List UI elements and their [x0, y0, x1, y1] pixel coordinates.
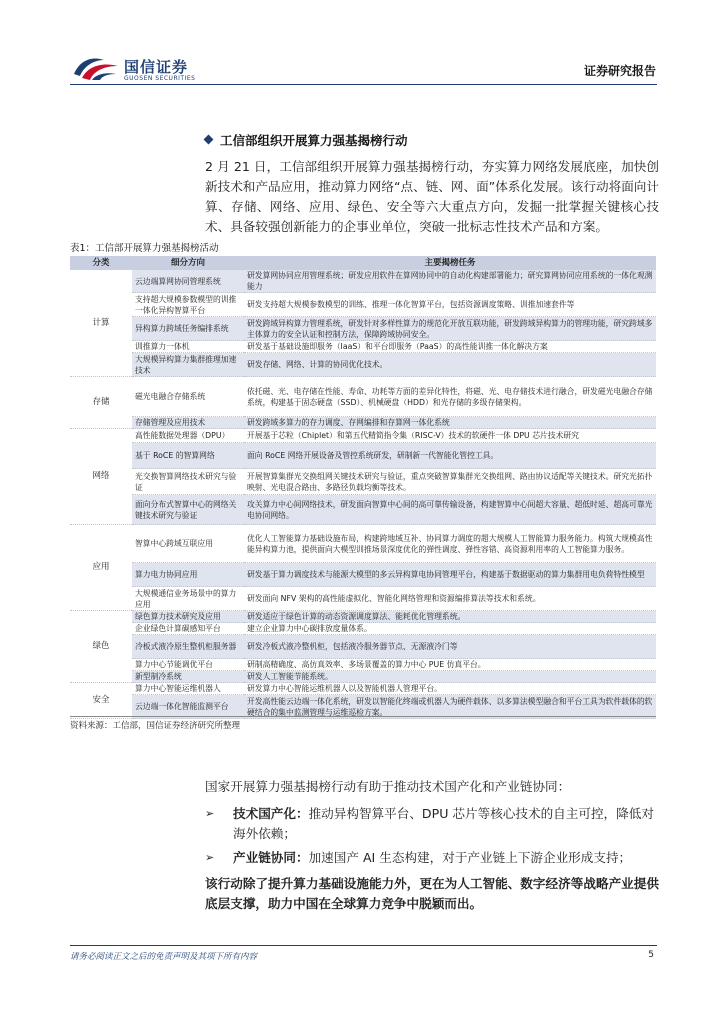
- diamond-bullet-icon: [204, 135, 214, 145]
- direction-cell: 磁光电融合存储系统: [132, 377, 244, 417]
- task-cell: 研发跨域多算力的存力调度、存网编排和存算网一体化系统: [244, 417, 656, 429]
- table-row: [70, 563, 656, 587]
- table-row: [70, 623, 656, 635]
- direction-cell: 绿色算力技术研究及应用: [132, 611, 244, 623]
- direction-cell: 云边端算网协同管理系统: [132, 270, 244, 293]
- task-cell: 研发支持超大规模参数模型的训练、推理一体化智算平台，包括资源调度策略、训推加速套件等: [244, 293, 656, 317]
- task-cell: 面向 RoCE 网络开展设备及管控系统研发，研制新一代智能化管控工具。: [244, 443, 656, 469]
- conclusion-paragraph: 该行动除了提升算力基础设施能力外，更在为人工智能、数字经济等战略产业提供底层支撑，助力中国在全球算力竞争中脱颖而出。: [205, 876, 659, 911]
- bullet-text: 推动异构智算平台、DPU 芯片等核心技术的自主可控，降低对海外依赖；: [233, 806, 654, 841]
- direction-cell: 企业绿色计算碳感知平台: [132, 623, 244, 635]
- table-row: [70, 293, 656, 317]
- direction-cell: 支持超大规模参数模型的训推一体化异构智算平台: [132, 293, 244, 317]
- intro-paragraph: 2 月 21 日，工信部组织开展算力强基揭榜行动，夯实算力网络发展底座，加快创新技术和产品应用，推动算力网络“点、链、网、面”体系化发展。该行动将面向计算、存储、网络、应用、绿色、安全等六大重点方向，发掘一批掌握关键核心技术、具备较强创新能力的企事业单位，突破一批标志性技术产品和方案。: [205, 159, 659, 234]
- arrow-bullet-icon: ➢: [205, 851, 215, 864]
- table-row: [70, 635, 656, 659]
- logo-mark-icon: [72, 52, 122, 82]
- direction-cell: 冷板式液冷原生整机柜服务器: [132, 635, 244, 659]
- table-row: [70, 341, 656, 353]
- logo-name-en: GUOSEN SECURITIES: [124, 75, 196, 82]
- task-cell: 研发基于算力调度技术与能源大模型的多云异构算电协同管理平台，构建基于数据驱动的算力集群用电负荷特性模型: [244, 563, 656, 587]
- direction-cell: 存储管理及应用技术: [132, 417, 244, 429]
- category-cell: 应用: [70, 525, 132, 611]
- direction-cell: 算力中心智能运维机器人: [132, 683, 244, 695]
- summary-paragraph: 国家开展算力强基揭榜行动有助于推动技术国产化和产业链协同：: [205, 779, 571, 794]
- direction-cell: 异构算力跨域任务编排系统: [132, 317, 244, 341]
- task-cell: 优化人工智能算力基础设施布局，构建跨地域互补、协同算力调度的超大规模人工智能算力服务能力。构筑大规模高性能异构算力池，提供面向大模型训推场景深度优化的弹性调度、弹性容错、高资源利用率的人工智能算力服务。: [244, 525, 656, 563]
- category-cell: 网络: [70, 429, 132, 525]
- bullet-item: [205, 804, 659, 844]
- direction-cell: 基于 RoCE 的智算网络: [132, 443, 244, 469]
- task-cell: 研发人工智能节能系统。: [244, 671, 656, 683]
- task-cell: 开发高性能云边端一体化系统，研发以智能化终端或机器人为硬件载体、以多算法模型融合和平台工具为软件载体的软硬结合的集中监测管理与运维巡检方案。: [244, 695, 656, 719]
- direction-cell: 算力中心节能调优平台: [132, 659, 244, 671]
- task-cell: 研制高精确度、高仿真效率、多场景覆盖的算力中心 PUE 仿真平台。: [244, 659, 656, 671]
- bullet-label: 产业链协同：: [233, 850, 309, 865]
- direction-cell: 大规模异构算力集群推理加速技术: [132, 353, 244, 377]
- table-row: [70, 270, 656, 293]
- table-row: [70, 683, 656, 695]
- table-bottom-rule: [70, 716, 656, 717]
- header-category: 分类: [70, 256, 132, 270]
- task-cell: 研发适应于绿色计算的动态资源调度算法、能耗优化管理系统。: [244, 611, 656, 623]
- arrow-bullet-icon: ➢: [205, 807, 215, 820]
- task-cell: 研发存储、网络、计算的协同优化技术。: [244, 353, 656, 377]
- direction-cell: 高性能数据处理器（DPU）: [132, 429, 244, 443]
- task-cell: 研发基于基础设施即服务（IaaS）和平台即服务（PaaS）的高性能训推一体化解决方案: [244, 341, 656, 353]
- table-caption: 表1：工信部开展算力强基揭榜活动: [70, 243, 219, 254]
- task-cell: 研发面向 NFV 架构的高性能虚拟化、智能化网络管理和资源编排算法等技术和系统。: [244, 587, 656, 611]
- table-row: [70, 587, 656, 611]
- task-cell: 攻关算力中心间网络技术，研发面向智算中心间的高可靠传输设备，构建智算中心间超大容量、超低时延、超高可靠光电协同网络。: [244, 495, 656, 525]
- task-cell: 建立企业算力中心碳排放度量体系。: [244, 623, 656, 635]
- logo-name-cn: 国信证券: [124, 58, 189, 76]
- direction-cell: 训推算力一体机: [132, 341, 244, 353]
- direction-cell: 面向分布式智算中心的网络关键技术研究与验证: [132, 495, 244, 525]
- task-cell: 研发算网协同应用管理系统；研发应用软件在算网协同中的自动化构建部署能力；研究算网协同应用系统的一体化观测能力: [244, 270, 656, 293]
- bullet-text: 加速国产 AI 生态构建，对于产业链上下游企业形成支持；: [308, 850, 632, 865]
- task-cell: 开展智算集群光交换组网关键技术研究与验证，重点突破智算集群光交换组网、路由协议适配等关键技术。研究光拓扑映射、光电混合路由、多路径负载均衡等技术。: [244, 469, 656, 495]
- footer-divider: [70, 945, 657, 946]
- disclaimer-note: 请务必阅读正文之后的免责声明及其项下所有内容: [70, 952, 258, 962]
- task-cell: 研发算力中心智能运维机器人以及智能机器人管理平台。: [244, 683, 656, 695]
- table-source: 资料来源：工信部，国信证券经济研究所整理: [70, 721, 241, 731]
- header-direction: 细分方向: [132, 256, 244, 270]
- category-cell: 计算: [70, 270, 132, 377]
- company-logo: [72, 52, 212, 88]
- table-row: [70, 659, 656, 671]
- page-number: 5: [648, 950, 654, 960]
- direction-cell: 智算中心跨域互联应用: [132, 525, 244, 563]
- direction-cell: 云边端一体化智能监测平台: [132, 695, 244, 719]
- table-row: [70, 317, 656, 341]
- table-row: [70, 695, 656, 719]
- task-cell: 开展基于芯粒（Chiplet）和第五代精简指令集（RISC-V）技术的软硬件一体 DPU 芯片技术研究: [244, 429, 656, 443]
- header-divider: [70, 84, 657, 85]
- table-row: [70, 469, 656, 495]
- direction-cell: 光交换智算网络技术研究与验证: [132, 469, 244, 495]
- bullet-item: [205, 848, 659, 868]
- task-cell: 依托磁、光、电存储在性能、寿命、功耗等方面的差异化特性，将磁、光、电存储技术进行融合，研发磁光电融合存储系统，构建基于固态硬盘（SSD）、机械硬盘（HDD）和光存储的多级存储架构。: [244, 377, 656, 417]
- table-header-row: [70, 256, 656, 270]
- section-heading: [205, 131, 408, 149]
- table-row: [70, 611, 656, 623]
- table-row: [70, 353, 656, 377]
- table-row: [70, 495, 656, 525]
- bullet-label: 技术国产化：: [233, 806, 309, 821]
- category-cell: 绿色: [70, 611, 132, 683]
- direction-cell: 算力电力协同应用: [132, 563, 244, 587]
- category-cell: 存储: [70, 377, 132, 429]
- category-cell: 安全: [70, 683, 132, 719]
- task-cell: 研发冷板式液冷整机柜，包括液冷服务器节点、无源液冷门等: [244, 635, 656, 659]
- hacking-action-table: [70, 256, 656, 719]
- report-type-title: 证券研究报告: [583, 64, 656, 78]
- direction-cell: 新型制冷系统: [132, 671, 244, 683]
- header-task: 主要揭榜任务: [244, 256, 656, 270]
- table-row: [70, 417, 656, 429]
- table-row: [70, 671, 656, 683]
- direction-cell: 大规模通信业务场景中的算力应用: [132, 587, 244, 611]
- section-heading-text: 工信部组织开展算力强基揭榜行动: [220, 133, 408, 148]
- table-row: [70, 429, 656, 443]
- table-row: [70, 377, 656, 417]
- task-cell: 研发跨域异构算力管理系统，研发针对多样性算力的规范化开放互联功能，研发跨域异构算力的管理功能，研究跨域多主体算力的安全认证和控制方法，保障跨域协同安全。: [244, 317, 656, 341]
- table-row: [70, 443, 656, 469]
- table-row: [70, 525, 656, 563]
